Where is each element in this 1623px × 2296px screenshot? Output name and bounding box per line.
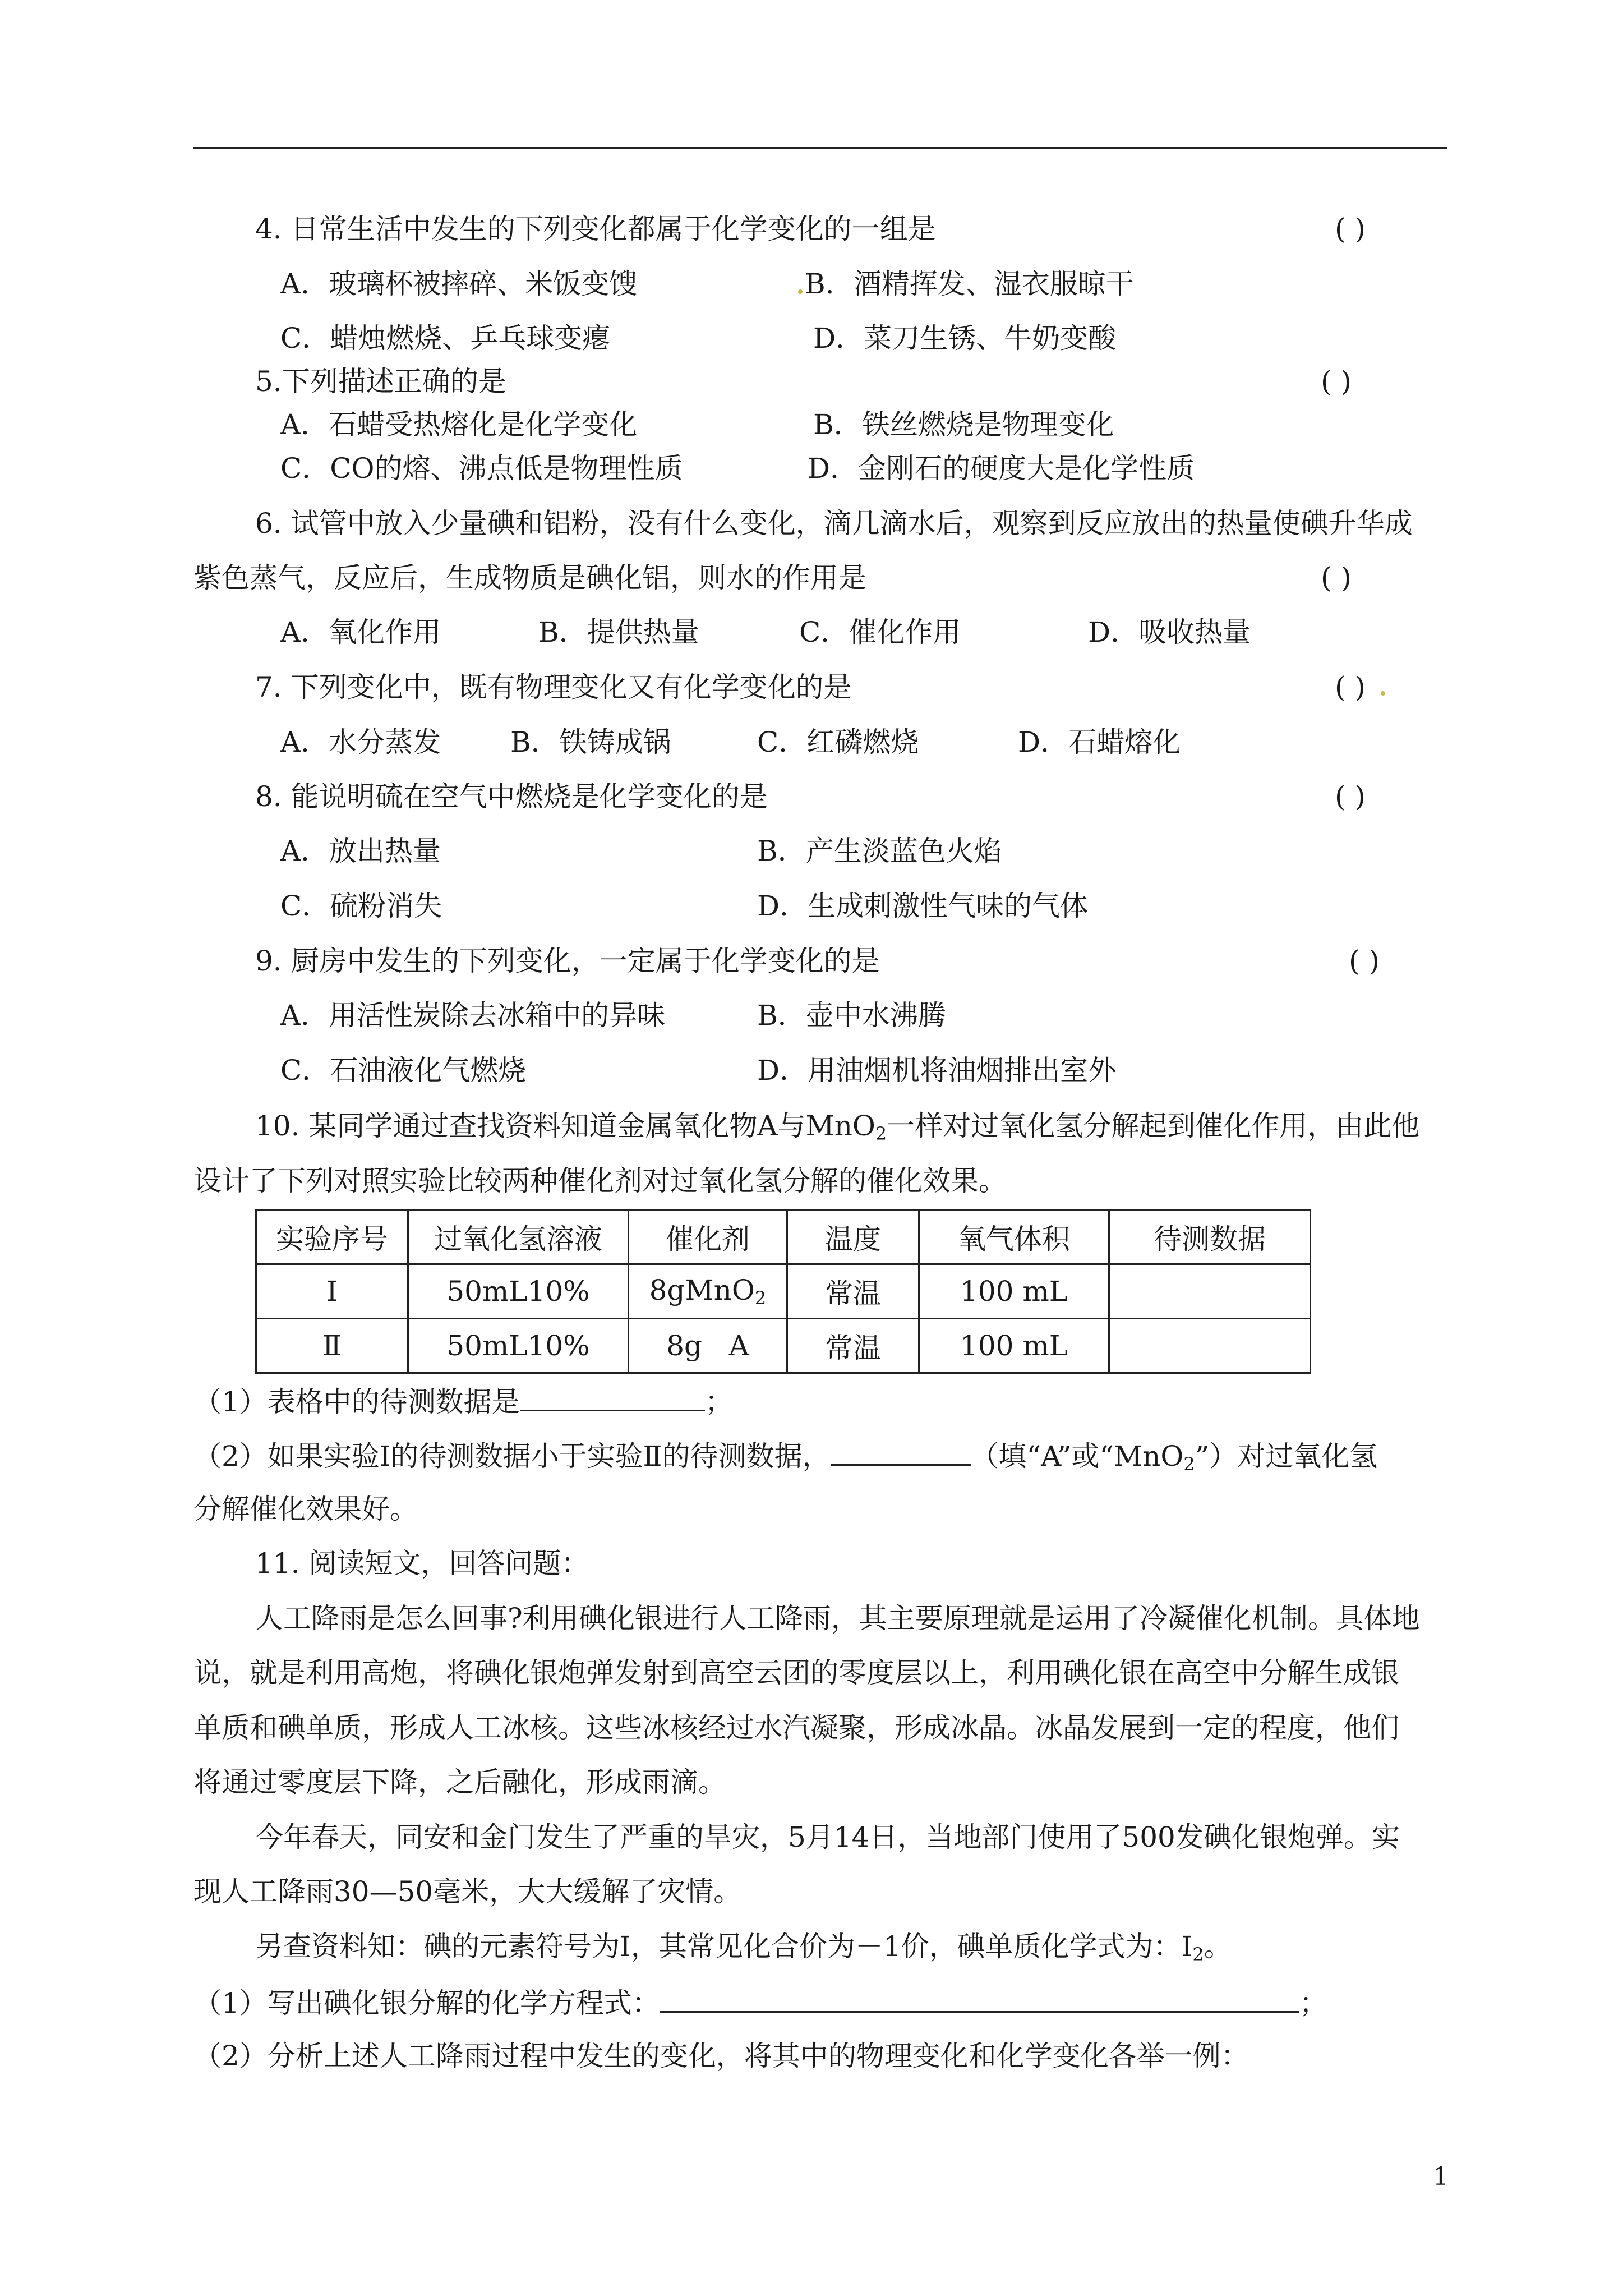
q8-option-d: D．生成刺激性气味的气体: [757, 890, 1089, 922]
table-header-row: [256, 1210, 1311, 1264]
q11-info-text: 。: [1204, 1930, 1232, 1963]
q6-answer-paren: ( ): [1321, 562, 1352, 594]
q5-option-d: D．金刚石的硬度大是化学性质: [808, 452, 1195, 485]
table-header: 氧气体积: [919, 1210, 1109, 1264]
q5-option-b: B．铁丝燃烧是物理变化: [813, 408, 1114, 441]
header-rule: [193, 147, 1447, 149]
q7-option-c: C．红磷燃烧: [757, 726, 919, 758]
subscript: 2: [1183, 1453, 1195, 1475]
q10-sub2: [193, 1437, 1377, 1481]
table-header: 实验序号: [256, 1210, 408, 1264]
q5-answer-paren: ( ): [1321, 365, 1352, 398]
table-cell: 100 mL: [919, 1264, 1109, 1319]
q6-option-c: C．催化作用: [799, 616, 961, 648]
q10-sub2-text: （2）如果实验Ⅰ的待测数据小于实验Ⅱ的待测数据，: [193, 1440, 831, 1473]
q4-stem: 4. 日常生活中发生的下列变化都属于化学变化的一组是: [255, 213, 936, 245]
table-cell: 50mL10%: [408, 1264, 629, 1319]
answer-blank[interactable]: [520, 1383, 705, 1411]
q4-answer-paren: ( ): [1335, 213, 1366, 245]
subscript: 2: [875, 1123, 887, 1144]
table-cell: 常温: [787, 1264, 919, 1319]
q10-stem-text: 一样对过氧化氢分解起到催化作用，由此他: [887, 1110, 1420, 1142]
table-cell: 8g A: [629, 1319, 787, 1373]
table-header: 待测数据: [1109, 1210, 1311, 1264]
table-cell: 50mL10%: [408, 1319, 629, 1373]
q10-stem-line2: 设计了下列对照实验比较两种催化剂对过氧化氢分解的催化效果。: [193, 1165, 1007, 1197]
stray-mark: [798, 289, 803, 294]
q9-stem: 9. 厨房中发生的下列变化，一定属于化学变化的是: [255, 945, 880, 977]
table-cell: [1109, 1264, 1311, 1319]
q8-option-c: C．硫粉消失: [280, 890, 442, 922]
q8-answer-paren: ( ): [1335, 780, 1366, 813]
q4-option-b: B．酒精挥发、湿衣服晾干: [805, 268, 1134, 300]
q8-stem: 8. 能说明硫在空气中燃烧是化学变化的是: [255, 780, 768, 813]
q10-stem-line1: [255, 1109, 1419, 1151]
table-header: 温度: [787, 1210, 919, 1264]
q8-option-b: B．产生淡蓝色火焰: [757, 835, 1002, 867]
q11-passage-line: 今年春天，同安和金门发生了严重的旱灾，5月14日，当地部门使用了500发碘化银炮弹。实: [255, 1821, 1400, 1853]
q9-answer-paren: ( ): [1349, 945, 1380, 977]
q6-option-b: B．提供热量: [538, 616, 699, 648]
q6-option-a: A．氧化作用: [280, 616, 441, 648]
q7-stem: 7. 下列变化中，既有物理变化又有化学变化的是: [255, 671, 852, 703]
q11-passage-line: 单质和碘单质，形成人工冰核。这些冰核经过水汽凝聚，形成冰晶。冰晶发展到一定的程度，他们: [193, 1711, 1399, 1744]
q11-sub1-text: ；: [1299, 1987, 1327, 2019]
table-row: [256, 1264, 1311, 1319]
table-cell: 常温: [787, 1319, 919, 1373]
q10-stem-text: 10. 某同学通过查找资料知道金属氧化物A与MnO: [255, 1110, 875, 1142]
q11-sub1: [193, 1984, 1327, 2020]
q7-option-b: B．铁铸成锅: [510, 726, 671, 758]
q11-passage-line: 说，就是利用高炮，将碘化银炮弹发射到高空云团的零度层以上，利用碘化银在高空中分解生成银: [193, 1657, 1399, 1689]
q9-option-a: A．用活性炭除去冰箱中的异味: [280, 999, 666, 1032]
q11-sub2: （2）分析上述人工降雨过程中发生的变化，将其中的物理变化和化学变化各举一例：: [193, 2040, 1249, 2072]
q9-option-b: B．壶中水沸腾: [757, 999, 946, 1032]
q10-sub1: [193, 1383, 733, 1419]
q11-passage-line: 现人工降雨30—50毫米，大大缓解了灾情。: [193, 1875, 742, 1908]
q7-option-a: A．水分蒸发: [280, 726, 441, 758]
table-cell: 100 mL: [919, 1319, 1109, 1373]
q8-option-a: A．放出热量: [280, 835, 441, 867]
q10-sub2-text: ”）对过氧化氢: [1195, 1440, 1378, 1473]
q11-sub1-text: （1）写出碘化银分解的化学方程式：: [193, 1987, 660, 2019]
q10-sub2-line2: 分解催化效果好。: [193, 1493, 418, 1525]
q11-passage-line: 人工降雨是怎么回事?利用碘化银进行人工降雨，其主要原理就是运用了冷凝催化机制。具体地: [255, 1602, 1420, 1635]
stray-mark: [1381, 691, 1385, 696]
q11-stem: 11. 阅读短文，回答问题：: [255, 1547, 589, 1580]
q5-stem: 5.下列描述正确的是: [255, 365, 506, 398]
page-number: 1: [1433, 2162, 1449, 2191]
q9-option-d: D．用油烟机将油烟排出室外: [757, 1054, 1117, 1087]
q5-option-c: C．CO的熔、沸点低是物理性质: [280, 452, 683, 485]
answer-blank[interactable]: [660, 1984, 1299, 2013]
q7-answer-paren: ( ): [1335, 671, 1366, 703]
answer-blank[interactable]: [831, 1437, 971, 1466]
q11-passage-line: 将通过零度层下降，之后融化，形成雨滴。: [193, 1766, 726, 1798]
subscript: 2: [1192, 1944, 1204, 1965]
q10-sub2-text: （填“A”或“MnO: [970, 1440, 1184, 1473]
q4-option-a: A．玻璃杯被摔碎、米饭变馊: [280, 268, 638, 300]
table-cell-text: 8gMnO: [649, 1274, 755, 1306]
table-row: [256, 1319, 1311, 1373]
experiment-table: [255, 1209, 1311, 1374]
table-cell: Ⅰ: [256, 1264, 408, 1319]
table-header: 催化剂: [629, 1210, 787, 1264]
table-header: 过氧化氢溶液: [408, 1210, 629, 1264]
q9-option-c: C．石油液化气燃烧: [280, 1054, 527, 1087]
q6-stem-line2: 紫色蒸气，反应后，生成物质是碘化铝，则水的作用是: [193, 562, 866, 594]
table-cell: [1109, 1319, 1311, 1373]
q7-option-d: D．石蜡熔化: [1018, 726, 1181, 758]
q6-stem-line1: 6. 试管中放入少量碘和铝粉，没有什么变化，滴几滴水后，观察到反应放出的热量使碘升华成: [255, 507, 1413, 540]
q6-option-d: D．吸收热量: [1088, 616, 1251, 648]
q5-option-a: A．石蜡受热熔化是化学变化: [280, 408, 638, 441]
subscript: 2: [754, 1287, 767, 1309]
q10-sub1-text: （1）表格中的待测数据是: [193, 1386, 520, 1418]
table-cell: [629, 1264, 787, 1319]
table-cell: Ⅱ: [256, 1319, 408, 1373]
q11-info-text: 另查资料知：碘的元素符号为I，其常见化合价为－1价，碘单质化学式为：I: [255, 1930, 1193, 1963]
q10-sub1-text: ；: [704, 1386, 733, 1418]
q4-option-c: C．蜡烛燃烧、乒乓球变瘪: [280, 322, 611, 355]
q4-option-d: D．菜刀生锈、牛奶变酸: [813, 322, 1117, 355]
q11-info-line: [255, 1930, 1232, 1971]
